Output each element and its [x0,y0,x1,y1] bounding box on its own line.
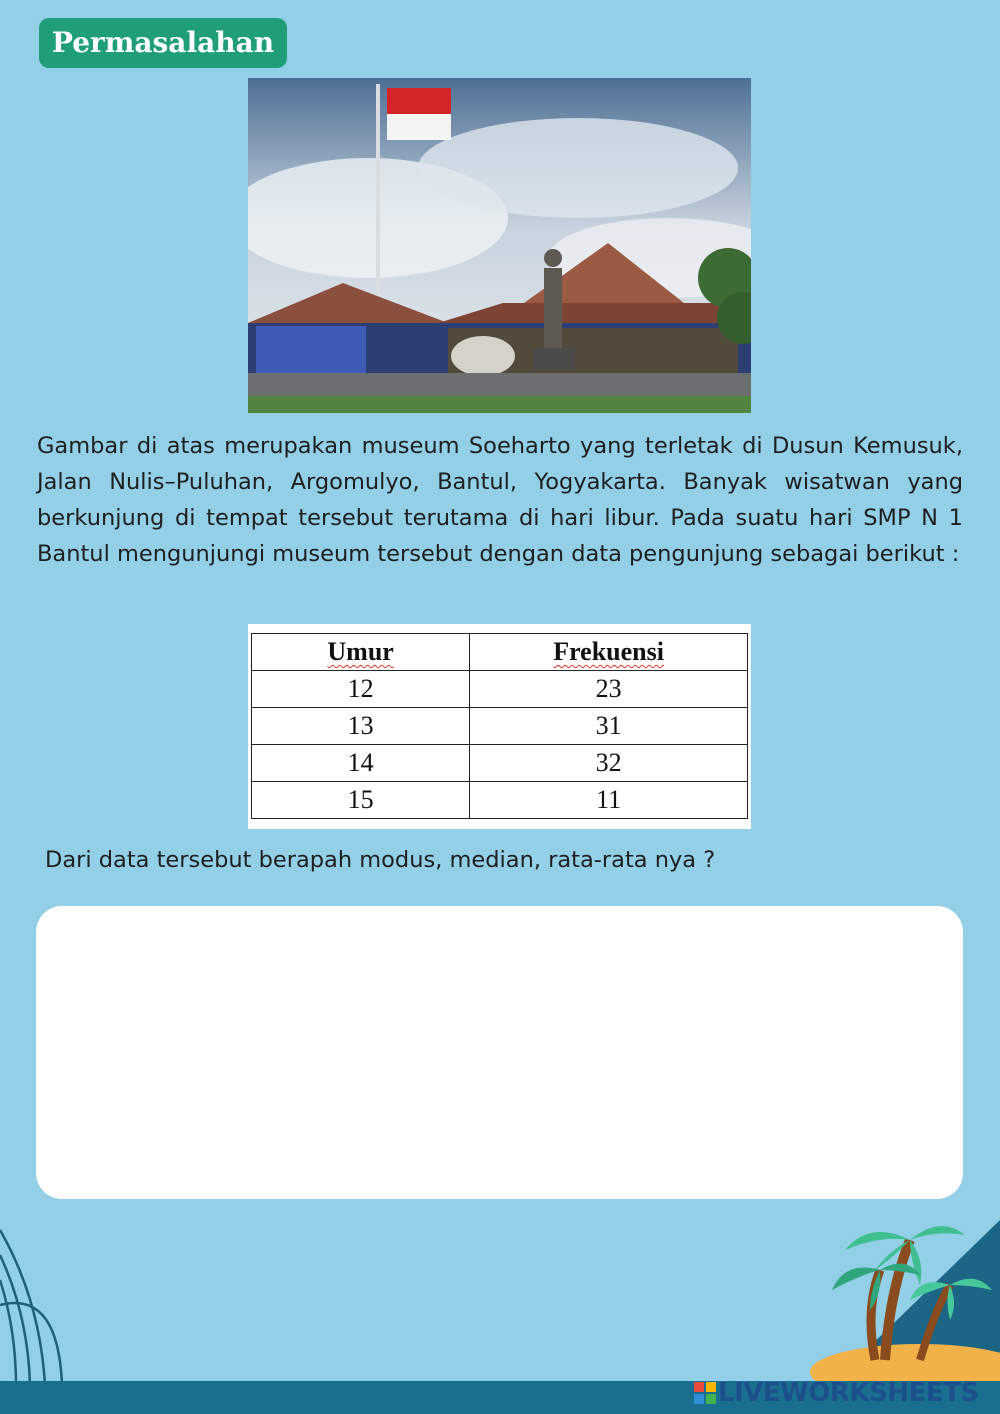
section-title-badge: Permasalahan [39,18,287,68]
liveworksheets-logo-icon [694,1382,716,1404]
brand-text-part1: LIVEW [718,1378,809,1408]
answer-input[interactable] [36,906,963,1199]
table-header-row [252,634,748,671]
table-cell-frequency: 31 [470,708,748,745]
column-header-frequency: Frekuensi [470,634,748,671]
table-cell-frequency: 23 [470,671,748,708]
liveworksheets-logo [694,1376,979,1410]
table-cell-age: 15 [252,782,470,819]
table-row [252,745,748,782]
table-cell-age: 12 [252,671,470,708]
table-row [252,708,748,745]
intro-paragraph: Gambar di atas merupakan museum Soeharto yang terletak di Dusun Kemusuk, Jalan Nulis–Puluhan, Argomulyo, Bantul, Yogyakarta. Banyak wisatwan yang berkunjung di tempat tersebut terutama di hari libur. Pada suatu hari SMP N 1 Bantul mengunjungi museum tersebut dengan data pengunjung sebagai berikut : [37,433,963,567]
table-row [252,782,748,819]
column-header-age: Umur [252,634,470,671]
visitor-frequency-table [251,633,748,819]
table-cell-frequency: 32 [470,745,748,782]
table-cell-age: 14 [252,745,470,782]
visitor-table-image [248,624,751,829]
brand-text-part2: ORKSHEETS [808,1378,979,1408]
table-row [252,671,748,708]
palm-island-illustration [770,1200,1000,1385]
decorative-arcs [0,1210,70,1385]
table-cell-frequency: 11 [470,782,748,819]
question-text: Dari data tersebut berapah modus, median, rata-rata nya ? [45,847,716,873]
museum-photo [248,78,751,413]
table-cell-age: 13 [252,708,470,745]
